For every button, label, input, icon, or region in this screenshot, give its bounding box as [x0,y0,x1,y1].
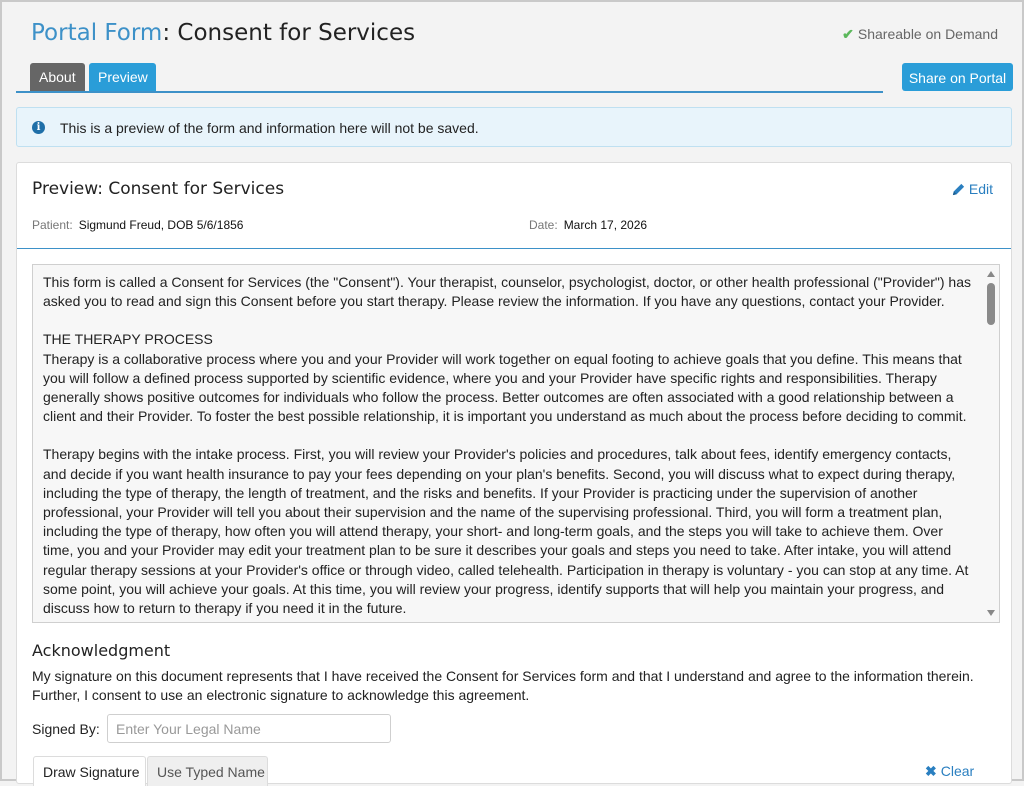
share-on-portal-button[interactable]: Share on Portal [902,63,1013,91]
info-banner-text: This is a preview of the form and information here will not be saved. [60,120,479,136]
tab-draw-signature[interactable]: Draw Signature [33,756,146,786]
consent-scrollbar[interactable] [983,265,999,622]
info-banner [16,107,1012,147]
preview-card [16,162,1012,784]
tab-use-typed-name[interactable]: Use Typed Name [147,756,268,786]
consent-paragraph: Therapy begins with the intake process. First, you will review your Provider's policies and procedures, talk about fees, identify emergency contacts, and decide if you want health insurance to pay your fees depending on your plan's benefits. Second, you will discuss what to expect during therapy, including the type of therapy, the length of treatment, and the risks and benefits. If your Provider is practicing under the supervision of another professional, your Provider will tell you about their supervision and the name of the supervising professional. Third, you will form a treatment plan, including the type of therapy, how often you will attend therapy, your short- and long-term goals, and the steps you will take to achieve them. Over time, you and your Provider may edit your treatment plan to be sure it describes your goals and steps you need to take. After intake, you will attend regular therapy sessions at your Provider's office or through video, called telehealth. Participation in therapy is voluntary - you can stop at any time. At some point, you will achieve your goals. At this time, you will review your progress, identify supports that will help you maintain your progress, and discuss how to return to therapy if you need it in the future. [43,446,969,617]
page-title-rest: : Consent for Services [162,20,416,46]
consent-content [43,273,975,637]
date-label: Date: [529,218,558,232]
scroll-down-arrow-icon[interactable] [987,610,995,616]
check-icon: ✔ [842,26,854,42]
scroll-up-arrow-icon[interactable] [987,271,995,277]
preview-title: Preview: Consent for Services [32,179,285,199]
consent-text-box[interactable] [32,264,1000,623]
scrollbar-thumb[interactable] [987,283,995,325]
date-value: March 17, 2026 [563,218,648,232]
page-title-lead: Portal Form [31,20,163,46]
clear-button[interactable] [925,763,974,780]
tab-bar [16,62,883,93]
acknowledgment-title: Acknowledgment [32,641,171,660]
patient-value: Sigmund Freud, DOB 5/6/1856 [78,218,244,232]
consent-heading: THE THERAPY PROCESS [43,331,213,348]
card-divider [17,248,1011,249]
date-info [529,218,647,232]
page-title [31,20,415,46]
signed-by-input[interactable] [107,714,391,743]
edit-label: Edit [968,181,993,197]
consent-paragraph: Therapy is a collaborative process where you and your Provider will work together on equal footing to achieve goals that you define. This means that you will follow a defined process supported by scientific evidence, where you and your Provider have specific rights and responsibilities. Therapy generally shows positive outcomes for individuals who follow the process. Better outcomes are often associated with a good relationship between a client and their Provider. To foster the best possible relationship, it is important you understand as much about the process before deciding to commit. [43,350,967,425]
shareable-label: Shareable on Demand [857,26,998,42]
patient-info [32,218,243,232]
tab-about[interactable]: About [30,63,85,91]
signed-by-label: Signed By: [32,721,100,737]
close-icon: ✖ [925,763,937,779]
patient-label: Patient: [32,218,73,232]
pencil-icon [951,182,966,197]
info-icon: i [32,121,45,134]
clear-label: Clear [940,763,975,779]
tab-preview[interactable]: Preview [89,63,156,91]
edit-link[interactable] [951,181,993,197]
shareable-status [842,26,998,43]
acknowledgment-text: My signature on this document represents that I have received the Consent for Services form and that I understand and agree to the information therein. Further, I consent to use an electronic signature to acknowledge this agreement. [32,668,974,703]
consent-paragraph: This form is called a Consent for Services (the "Consent"). Your therapist, counselor, psychologist, doctor, or other health professional ("Provider") has asked you to read and sign this Consent before you start therapy. Please review the information. If you have any questions, contact your Provider. [43,274,971,310]
